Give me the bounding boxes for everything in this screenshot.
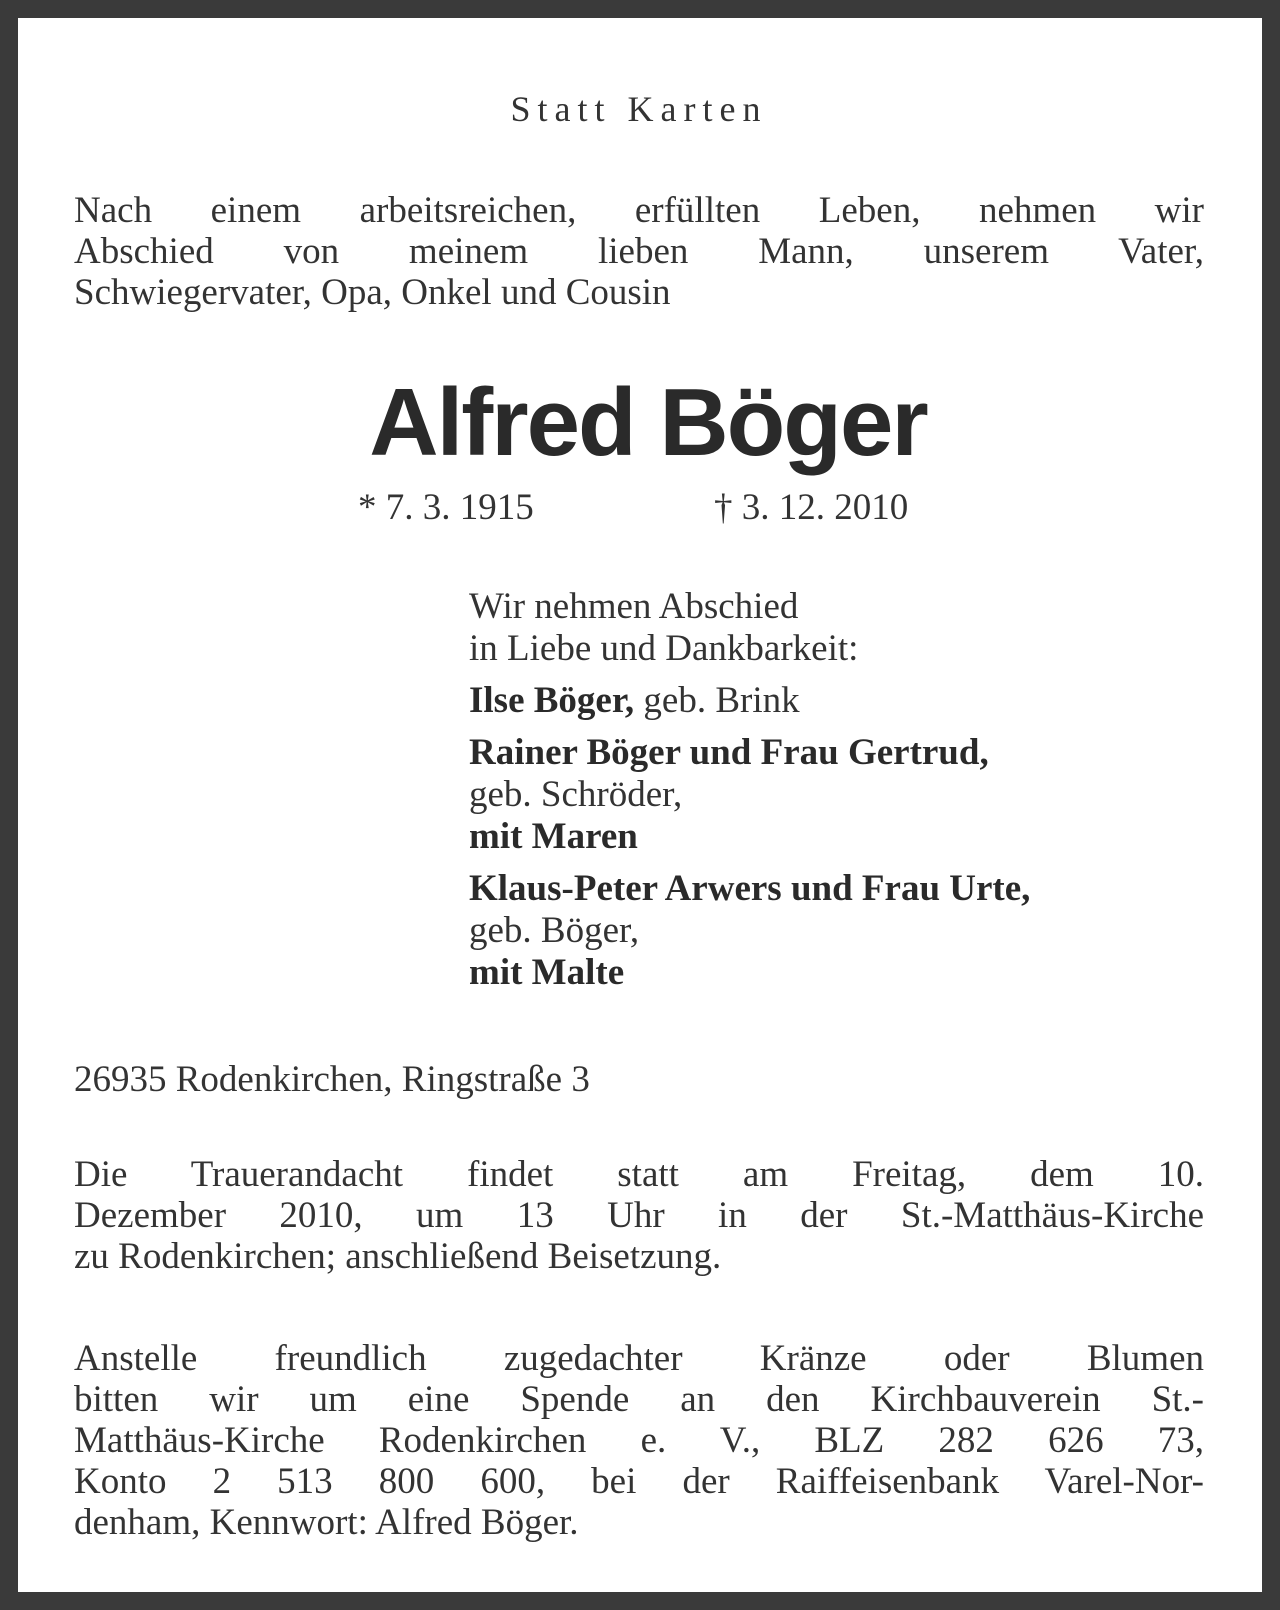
- donation-line: Matthäus-Kirche Rodenkirchen e. V., BLZ 282 626 73,: [74, 1420, 1204, 1461]
- son-1-child: mit Maren: [469, 816, 638, 857]
- service-line: zu Rodenkirchen; anschließend Beisetzung.: [74, 1236, 722, 1277]
- donation-line: Anstelle freundlich zugedachter Kränze oder Blumen: [74, 1338, 1204, 1379]
- donation-info: [74, 1338, 1204, 1543]
- son-1-name: Rainer Böger und Frau Gertrud,: [469, 732, 989, 773]
- address: 26935 Rodenkirchen, Ringstraße 3: [74, 1059, 590, 1100]
- intro-text: [74, 190, 1204, 313]
- farewell-line: in Liebe und Dankbarkeit:: [469, 628, 859, 669]
- heading: Statt Karten: [510, 89, 768, 129]
- donation-line: Konto 2 513 800 600, bei der Raiffeisenbank Varel-Nor-: [74, 1461, 1204, 1502]
- service-info: [74, 1154, 1204, 1277]
- son-2-child: mit Malte: [469, 952, 625, 993]
- wife-name: Ilse Böger,: [469, 680, 635, 721]
- obituary-card: [18, 18, 1262, 1592]
- son-2-maiden-name: geb. Böger,: [469, 910, 640, 951]
- donation-line: bitten wir um eine Spende an den Kirchbauverein St.-: [74, 1379, 1204, 1420]
- birth-date: * 7. 3. 1915: [358, 487, 534, 528]
- family-member-child: [469, 952, 1229, 994]
- intro-line: Abschied von meinem lieben Mann, unserem Vater,: [74, 231, 1204, 272]
- service-line: Die Trauerandacht findet statt am Freitag, dem 10.: [74, 1154, 1204, 1195]
- death-date: † 3. 12. 2010: [714, 487, 909, 528]
- family-member-name: [469, 868, 1229, 910]
- son-2-name: Klaus-Peter Arwers und Frau Urte,: [469, 868, 1031, 909]
- intro-line: Nach einem arbeitsreichen, erfüllten Leben, nehmen wir: [74, 190, 1204, 231]
- wife-maiden-name: geb. Brink: [634, 680, 800, 721]
- farewell-line: Wir nehmen Abschied: [469, 586, 799, 627]
- deceased-name: Alfred Böger: [369, 369, 927, 476]
- family-member-wife: [469, 680, 1229, 722]
- family-member-name: [469, 732, 1229, 774]
- family-list: [469, 586, 1229, 994]
- service-line: Dezember 2010, um 13 Uhr in der St.-Matthäus-Kirche: [74, 1195, 1204, 1236]
- intro-line: Schwiegervater, Opa, Onkel und Cousin: [74, 272, 671, 313]
- son-1-maiden-name: geb. Schröder,: [469, 774, 683, 815]
- donation-line: denham, Kennwort: Alfred Böger.: [74, 1502, 579, 1543]
- family-member-child: [469, 816, 1229, 858]
